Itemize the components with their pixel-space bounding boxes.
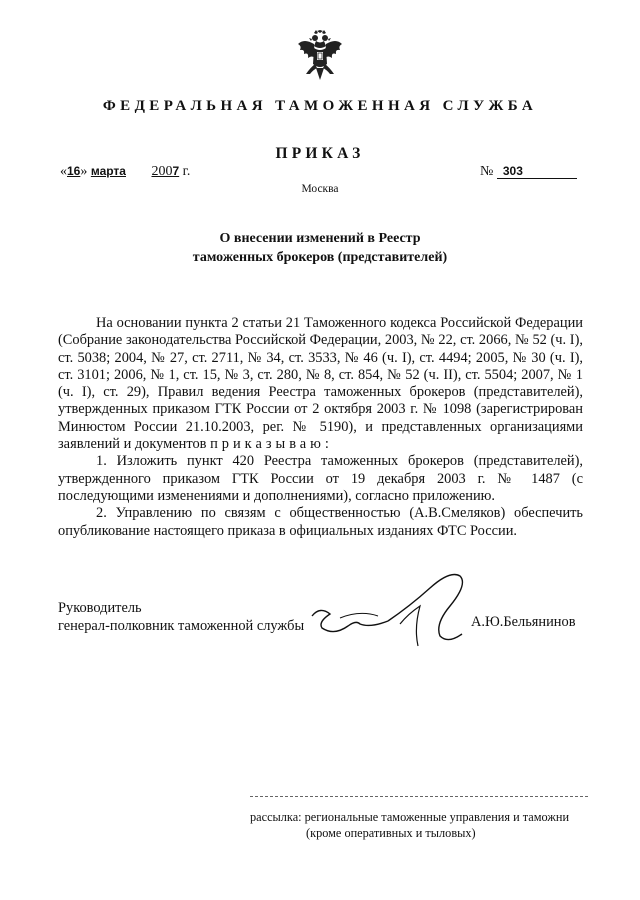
- signatory-position: [58, 599, 304, 635]
- document-subject: [0, 229, 640, 267]
- order-body: [58, 315, 583, 540]
- date-day: 16: [67, 164, 81, 178]
- position-line-2: генерал-полковник таможенной службы: [58, 618, 305, 634]
- number-value: 303: [497, 164, 577, 179]
- distribution-divider: [250, 796, 588, 797]
- item-1-paragraph: 1. Изложить пункт 420 Реестра таможенных брокеров (представителей), утвержденного приказом ГТК России от 19 декабря 2003 г. № 1487 (с последующими изменениями и дополнениями), согласно приложению.: [58, 453, 583, 504]
- distribution-line-1: рассылка: региональные таможенные управления и таможни: [250, 810, 570, 824]
- order-word: приказываю:: [210, 436, 333, 453]
- preamble-paragraph: [58, 315, 583, 453]
- signatory-name: А.Ю.Бельянинов: [471, 614, 576, 630]
- order-date: «16» марта 2007 г.: [60, 164, 191, 179]
- date-month: марта: [90, 164, 126, 178]
- subject-line-2: таможенных брокеров (представителей): [192, 250, 448, 265]
- item-2-paragraph: 2. Управлению по связям с общественностью (А.В.Смеляков) обеспечить опубликование настоящего приказа в официальных изданиях ФТС России.: [58, 505, 583, 539]
- number-sign: №: [480, 164, 494, 179]
- order-number: [480, 164, 577, 180]
- subject-line-1: О внесении изменений в Реестр: [219, 231, 421, 246]
- handwritten-signature: [300, 566, 480, 651]
- date-suffix: г.: [182, 164, 191, 179]
- double-headed-eagle-icon: [296, 30, 344, 82]
- agency-name: ФЕДЕРАЛЬНАЯ ТАМОЖЕННАЯ СЛУЖБА: [102, 98, 538, 114]
- date-year-digit: 7: [172, 164, 180, 178]
- date-year-prefix: 200: [151, 164, 173, 179]
- city-label: Москва: [301, 183, 339, 195]
- preamble-text: На основании пункта 2 статьи 21 Таможенного кодекса Российской Федерации (Собрание законодательства Российской Федерации, 2003, № 22, ст. 2066, № 52 (ч. I), ст. 5038; 2004, № 27, ст. 2711, № 34, ст. 3533, № 46 (ч. I), ст. 4494; 2005, № 30 (ч. I), ст. 3101; 2006, № 1, ст. 15, № 3, ст. 280, № 8, ст. 854, № 52 (ч. II), ст. 5504; 2007, № 1 (ч. I), ст. 29), Правил ведения Реестра таможенных брокеров (представителей), утвержденных приказом ГТК России от 2 октября 2003 г. № 1098 (зарегистрирован Минюстом России 21.10.2003, рег. № 5190), и представленных организациями заявлений и документов: [58, 315, 583, 453]
- distribution-line-2: (кроме оперативных и тыловых): [306, 826, 476, 840]
- position-line-1: Руководитель: [58, 600, 142, 616]
- document-type-title: ПРИКАЗ: [275, 145, 365, 162]
- distribution-list: [250, 809, 590, 841]
